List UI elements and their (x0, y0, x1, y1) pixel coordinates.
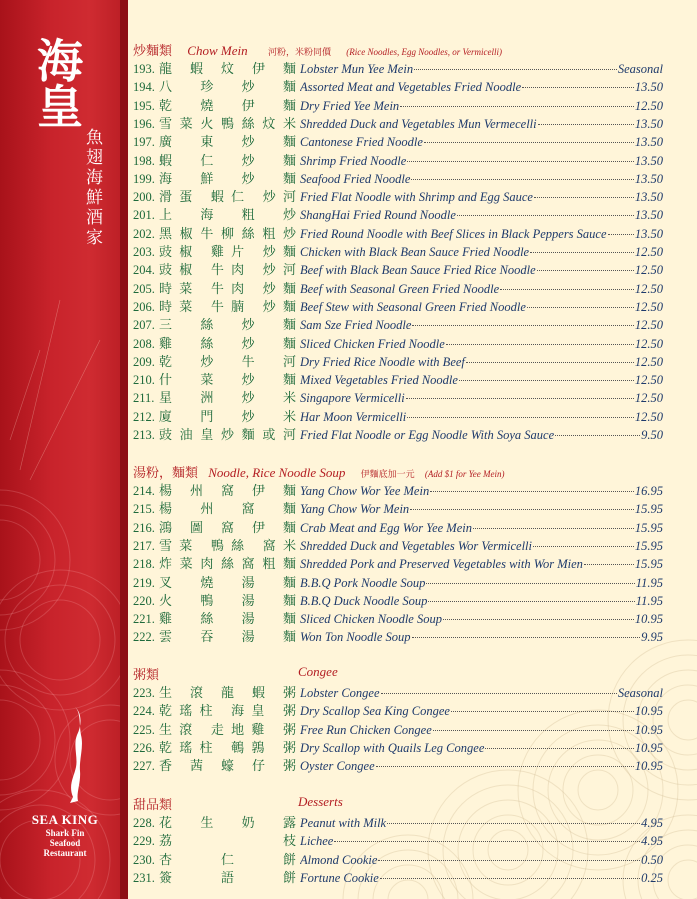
item-price: 10.95 (634, 704, 663, 719)
item-name-zh: 海 鮮 炒 麵 (159, 171, 296, 187)
item-name-en-line (300, 834, 663, 849)
section-title-zh: 湯粉，麵類 (133, 466, 199, 481)
item-number: 193. (133, 62, 155, 76)
item-name-en: ShangHai Fried Round Noodle (300, 208, 456, 223)
item-price: 12.50 (634, 409, 663, 424)
leader-dots (457, 215, 634, 216)
item-name-en-line (300, 190, 663, 205)
leader-dots (334, 841, 640, 842)
item-number: 227. (133, 759, 155, 774)
leader-dots (446, 344, 634, 345)
item-name-en: Dry Fried Rice Noodle with Beef (300, 354, 465, 369)
item-name-en: Fried Flat Noodle or Egg Noodle With Soya Sauce (300, 428, 555, 442)
item-name-en-line (300, 741, 663, 756)
item-price: 15.95 (634, 557, 663, 572)
brand-line: Seafood (49, 838, 81, 848)
item-name-en-line (300, 759, 663, 774)
item-number: 205. (133, 281, 155, 296)
menu-item-row (133, 700, 663, 718)
section-title-zh: 粥類 (133, 668, 160, 683)
item-name-zh: 火 鴨 湯 麵 (159, 593, 296, 609)
item-number: 231. (133, 870, 155, 885)
leader-dots (411, 179, 633, 180)
item-name-en-line (300, 373, 663, 388)
item-price: 0.50 (641, 852, 663, 867)
leader-dots (400, 106, 634, 107)
item-number: 230. (133, 852, 155, 867)
leader-dots (410, 509, 634, 510)
item-name-en: Dry Scallop Sea King Congee (300, 704, 450, 719)
item-number: 206. (133, 299, 155, 314)
item-name-en-line (300, 704, 663, 719)
item-name-en: Crab Meat and Egg Wor Yee Mein (300, 520, 472, 535)
item-number: 211. (133, 391, 155, 406)
item-name-zh: 上 海 粗 炒 (159, 208, 296, 224)
item-number: 203. (133, 245, 155, 259)
menu-item-row (133, 498, 663, 516)
item-price: 11.95 (635, 575, 663, 590)
item-price: 15.95 (634, 502, 663, 517)
item-price: 4.95 (641, 834, 663, 849)
brand-line: Shark Fin (45, 828, 85, 838)
item-number: 219. (133, 575, 155, 590)
item-price: 10.95 (634, 612, 663, 627)
item-name-zh: 乾瑤柱 海皇 粥 (159, 704, 296, 720)
menu-item-row (133, 76, 663, 94)
item-name-en: Peanut with Milk (300, 816, 387, 830)
item-price: 12.50 (634, 98, 663, 113)
item-name-en-line (300, 62, 663, 77)
item-price: Seasonal (617, 686, 663, 700)
section-title-zh: 炒麵類 (133, 44, 173, 59)
menu-item-row (133, 849, 663, 867)
item-name-en: Shredded Duck and Vegetables Wor Vermicelli (300, 538, 533, 553)
menu-item-row (133, 113, 663, 131)
leader-dots (412, 325, 633, 326)
item-name-en: Mixed Vegetables Fried Noodle (300, 373, 458, 388)
menu-item-row (133, 553, 663, 571)
item-name-en-line (300, 208, 663, 223)
item-price: 16.95 (634, 484, 663, 498)
item-name-zh: 荔 枝 (159, 834, 296, 850)
item-price: 12.50 (634, 391, 663, 406)
item-name-zh: 炸菜肉絲窩粗麵 (159, 557, 296, 573)
item-price: 13.50 (634, 80, 663, 95)
leader-dots (555, 435, 640, 436)
leader-dots (378, 860, 640, 861)
item-name-en: Oyster Congee (300, 759, 375, 774)
menu-item-row (133, 296, 663, 314)
item-name-en-line (300, 410, 663, 425)
menu-item-row (133, 424, 663, 442)
item-price: 13.50 (634, 116, 663, 131)
item-name-en-line (300, 263, 663, 278)
leader-dots (426, 583, 634, 584)
item-name-en: Almond Cookie (300, 852, 378, 867)
item-name-en: Chicken with Black Bean Sauce Fried Noodle (300, 245, 530, 259)
leader-dots (584, 564, 634, 565)
item-price: 4.95 (641, 816, 663, 830)
menu-item-row (133, 186, 663, 204)
item-number: 200. (133, 190, 155, 205)
item-price: 10.95 (634, 759, 663, 774)
item-name-en: Sliced Chicken Noodle Soup (300, 612, 442, 627)
menu-item-row (133, 278, 663, 296)
item-name-en-line (300, 391, 663, 406)
item-name-en-line (300, 630, 663, 645)
item-name-en-line (300, 428, 663, 443)
item-name-zh: 時菜 牛腩 炒麵 (159, 299, 296, 315)
item-price: 0.25 (641, 870, 663, 885)
section-note-zh: 河粉，米粉同價 (267, 48, 331, 58)
item-name-zh: 什 菜 炒 麵 (159, 373, 296, 389)
section-note-en: (Rice Noodles, Egg Noodles, or Vermicelli) (346, 47, 502, 57)
item-name-en: Lobster Congee (300, 686, 380, 700)
item-name-zh: 雪菜 鴨絲 窩米 (159, 538, 296, 554)
item-name-zh: 楊 州 窩 伊 麵 (159, 484, 296, 499)
item-name-en-line (300, 502, 663, 517)
item-price: 11.95 (635, 593, 663, 608)
item-number: 208. (133, 336, 155, 351)
item-number: 212. (133, 409, 155, 424)
item-name-en-line (300, 172, 663, 187)
item-name-en: Fried Flat Noodle with Shrimp and Egg Sauce (300, 190, 533, 205)
item-number: 194. (133, 80, 155, 95)
item-name-en-line (300, 871, 663, 886)
item-number: 197. (133, 135, 155, 150)
menu-item-row (133, 867, 663, 885)
section-header-noodle-soup (133, 462, 505, 480)
item-name-en: Har Moon Vermicelli (300, 409, 407, 424)
item-price: 13.50 (634, 135, 663, 150)
item-number: 225. (133, 722, 155, 737)
item-name-zh: 雞 絲 湯 麵 (159, 612, 296, 628)
section-title-en: Chow Mein (187, 43, 248, 58)
leader-dots (527, 307, 634, 308)
menu-item-row (133, 351, 663, 369)
item-name-zh: 龍 蝦 炆 伊 麵 (159, 62, 296, 77)
item-number: 229. (133, 834, 155, 849)
leader-dots (443, 619, 634, 620)
brand-name: SEA KING (31, 812, 99, 827)
item-name-zh: 雞 絲 炒 麵 (159, 336, 296, 352)
item-price: 13.50 (634, 190, 663, 205)
menu-item-row (133, 719, 663, 737)
item-name-zh: 蝦 仁 炒 麵 (159, 153, 296, 169)
menu-item-row (133, 755, 663, 773)
item-name-en: Sam Sze Fried Noodle (300, 318, 412, 333)
leader-dots (485, 748, 634, 749)
menu-item-row (133, 535, 663, 553)
section-header-desserts (133, 794, 343, 813)
item-name-zh: 豉椒 牛肉 炒河 (159, 263, 296, 279)
item-price: 10.95 (634, 740, 663, 755)
item-price: 13.50 (634, 208, 663, 223)
brand-block (10, 812, 120, 858)
item-name-en-line (300, 355, 663, 370)
item-number: 226. (133, 740, 155, 755)
item-name-en-line (300, 484, 663, 499)
item-name-en-line (300, 318, 663, 333)
item-name-en-line (300, 282, 663, 297)
section-title-en: Congee (298, 664, 338, 679)
item-name-en-line (300, 99, 663, 114)
menu-item-row (133, 830, 663, 848)
menu-item-row (133, 314, 663, 332)
item-number: 214. (133, 484, 155, 498)
item-number: 217. (133, 538, 155, 553)
leader-dots (412, 637, 641, 638)
menu-item-row (133, 58, 663, 76)
item-name-zh: 叉 燒 湯 麵 (159, 575, 296, 591)
item-name-en-line (300, 612, 663, 627)
item-name-en: Beef with Seasonal Green Fried Noodle (300, 281, 500, 296)
item-name-en: B.B.Q Duck Noodle Soup (300, 593, 428, 608)
menu-item-row (133, 95, 663, 113)
menu-item-row (133, 406, 663, 424)
menu-item-row (133, 387, 663, 405)
item-name-zh: 花 生 奶 露 (159, 816, 296, 831)
item-name-en: Beef Stew with Seasonal Green Fried Noodle (300, 299, 526, 314)
brand-line: Restaurant (43, 848, 87, 858)
menu-item-row (133, 572, 663, 590)
item-number: 198. (133, 153, 155, 168)
item-name-en: Dry Fried Yee Mein (300, 98, 400, 113)
menu-item-row (133, 131, 663, 149)
sidebar-banner (0, 0, 128, 899)
item-name-en: Assorted Meat and Vegetables Fried Noodle (300, 80, 522, 95)
section-title-en: Noodle, Rice Noodle Soup (208, 465, 346, 480)
item-name-zh: 廈 門 炒 米 (159, 409, 296, 425)
item-name-en-line (300, 816, 663, 831)
item-number: 215. (133, 502, 155, 517)
section-note-zh: 伊麵底加一元 (360, 470, 415, 480)
item-number: 201. (133, 208, 155, 223)
fish-icon (64, 705, 86, 805)
item-name-en-line (300, 300, 663, 315)
leader-dots (424, 142, 634, 143)
item-name-zh: 香 茜 蠔 仔 粥 (159, 759, 296, 775)
item-price: 13.50 (634, 226, 663, 241)
item-name-en-line (300, 154, 663, 169)
item-price: 12.50 (634, 336, 663, 351)
item-name-en: Yang Chow Wor Mein (300, 502, 410, 517)
item-price: 12.50 (634, 281, 663, 296)
item-number: 196. (133, 116, 155, 131)
item-number: 224. (133, 704, 155, 719)
section-title-en: Desserts (298, 794, 343, 809)
section-header-congee (133, 664, 338, 683)
item-name-zh: 黑椒牛柳絲粗炒 (159, 226, 296, 242)
menu-item-row (133, 737, 663, 755)
item-name-en: Lobster Mun Yee Mein (300, 62, 414, 76)
item-name-zh: 三 絲 炒 麵 (159, 318, 296, 334)
item-name-en-line (300, 245, 663, 260)
item-name-en-line (300, 539, 663, 554)
item-name-en: Dry Scallop with Quails Leg Congee (300, 740, 485, 755)
menu-item-row (133, 369, 663, 387)
leader-dots (459, 380, 634, 381)
leader-dots (376, 766, 634, 767)
item-name-en: Shredded Duck and Vegetables Mun Vermecelli (300, 116, 537, 131)
item-name-zh: 豉油皇炒麵或河 (159, 428, 296, 443)
item-price: 13.50 (634, 153, 663, 168)
leader-dots (451, 711, 634, 712)
item-price: 12.50 (634, 373, 663, 388)
menu-item-row (133, 168, 663, 186)
menu-item-row (133, 590, 663, 608)
item-name-en-line (300, 80, 663, 95)
leader-dots (522, 87, 634, 88)
item-number: 209. (133, 354, 155, 369)
menu-item-row (133, 241, 663, 259)
item-name-zh: 楊 州 窩 麵 (159, 502, 296, 518)
item-price: 12.50 (634, 263, 663, 278)
item-name-en-line (300, 723, 663, 738)
item-name-zh: 簽 語 餅 (159, 870, 296, 886)
item-name-zh: 鴻 圖 窩 伊 麵 (159, 520, 296, 536)
menu-item-row (133, 204, 663, 222)
section-title-zh: 甜品類 (133, 798, 173, 813)
item-name-en: Beef with Black Bean Sauce Fried Rice Noodle (300, 263, 536, 278)
leader-dots (538, 124, 634, 125)
item-number: 195. (133, 98, 155, 113)
leader-dots (407, 161, 634, 162)
item-name-en: Fortune Cookie (300, 870, 379, 885)
item-number: 221. (133, 612, 155, 627)
item-name-en-line (300, 686, 663, 701)
item-name-en: B.B.Q Pork Noodle Soup (300, 575, 426, 590)
item-name-en: Seafood Fried Noodle (300, 171, 411, 186)
item-number: 223. (133, 686, 155, 700)
item-number: 213. (133, 428, 155, 442)
item-number: 199. (133, 171, 155, 186)
leader-dots (500, 289, 634, 290)
menu-item-row (133, 608, 663, 626)
item-number: 220. (133, 593, 155, 608)
item-name-zh: 時菜 牛肉 炒麵 (159, 281, 296, 297)
item-name-en: Cantonese Fried Noodle (300, 135, 423, 150)
menu-item-row (133, 682, 663, 700)
menu-item-row (133, 333, 663, 351)
item-number: 202. (133, 226, 155, 241)
item-name-zh: 雲 吞 湯 麵 (159, 630, 296, 646)
item-name-zh: 星 洲 炒 米 (159, 391, 296, 407)
item-price: 13.50 (634, 171, 663, 186)
item-price: 9.50 (641, 428, 663, 442)
item-name-en-line (300, 337, 663, 352)
leader-dots (380, 878, 640, 879)
item-name-en: Free Run Chicken Congee (300, 722, 432, 737)
item-number: 210. (133, 373, 155, 388)
item-price: 12.50 (634, 354, 663, 369)
item-number: 218. (133, 557, 155, 572)
item-name-en-line (300, 557, 663, 572)
item-price: 12.50 (634, 245, 663, 259)
item-name-en-line (300, 117, 663, 132)
item-name-en: Shrimp Fried Noodle (300, 153, 407, 168)
leader-dots (466, 362, 634, 363)
item-name-en: Sliced Chicken Fried Noodle (300, 336, 445, 351)
item-name-zh: 雪菜火鴨絲炆米 (159, 116, 296, 132)
item-price: 9.95 (641, 630, 663, 645)
item-name-zh: 乾 炒 牛 河 (159, 354, 296, 370)
item-name-en-line (300, 135, 663, 150)
item-name-en-line (300, 521, 663, 536)
menu-item-row (133, 223, 663, 241)
item-name-en-line (300, 594, 663, 609)
item-price: 15.95 (634, 520, 663, 535)
item-name-en-line (300, 576, 663, 591)
item-number: 204. (133, 263, 155, 278)
item-name-en: Singapore Vermicelli (300, 391, 405, 406)
item-price: Seasonal (617, 62, 663, 76)
menu-item-row (133, 150, 663, 168)
item-number: 222. (133, 630, 155, 645)
leader-dots (428, 601, 634, 602)
item-name-zh: 滑蛋 蝦仁 炒河 (159, 190, 296, 206)
item-name-zh: 乾 燒 伊 麵 (159, 98, 296, 114)
item-name-zh: 廣 東 炒 麵 (159, 135, 296, 151)
item-name-en: Won Ton Noodle Soup (300, 630, 411, 645)
item-name-zh: 杏 仁 餅 (159, 852, 296, 868)
item-price: 15.95 (634, 538, 663, 553)
item-number: 207. (133, 318, 155, 333)
menu-item-row (133, 626, 663, 644)
logo-chinese-big: 海皇 (37, 34, 83, 134)
leader-dots (530, 252, 634, 253)
item-number: 216. (133, 520, 155, 535)
item-name-en-line (300, 227, 663, 242)
menu-item-row (133, 517, 663, 535)
item-number: 228. (133, 816, 155, 830)
leader-dots (414, 69, 617, 70)
leader-dots (407, 417, 634, 418)
item-name-zh: 乾瑤柱 鵪鶉 粥 (159, 740, 296, 756)
menu-item-row (133, 259, 663, 277)
leader-dots (406, 398, 634, 399)
leader-dots (537, 270, 634, 271)
item-name-zh: 生滾 走地雞 粥 (159, 722, 296, 738)
item-name-en: Shredded Pork and Preserved Vegetables with Wor Mien (300, 557, 583, 572)
leader-dots (534, 197, 634, 198)
item-name-zh: 豉椒 雞片 炒麵 (159, 245, 296, 260)
logo-chinese-small: 魚翅海鮮酒家 (86, 128, 103, 248)
leader-dots (433, 730, 634, 731)
item-price: 12.50 (634, 299, 663, 314)
section-note-en: (Add $1 for Yee Mein) (424, 469, 505, 479)
item-price: 10.95 (634, 722, 663, 737)
item-name-zh: 八 珍 炒 麵 (159, 80, 296, 96)
item-name-en-line (300, 853, 663, 868)
leader-dots (473, 528, 634, 529)
section-header-chow-mein (133, 40, 502, 58)
leader-dots (387, 823, 640, 824)
item-name-en: Lichee (300, 834, 334, 849)
leader-dots (608, 234, 634, 235)
item-price: 12.50 (634, 318, 663, 333)
item-name-en: Yang Chow Wor Yee Mein (300, 484, 430, 498)
menu-item-row (133, 812, 663, 830)
leader-dots (381, 693, 617, 694)
menu-item-row (133, 480, 663, 498)
item-name-en: Fried Round Noodle with Beef Slices in Black Peppers Sauce (300, 226, 607, 241)
leader-dots (430, 491, 634, 492)
leader-dots (533, 546, 634, 547)
item-name-zh: 生 滾 龍 蝦 粥 (159, 686, 296, 701)
